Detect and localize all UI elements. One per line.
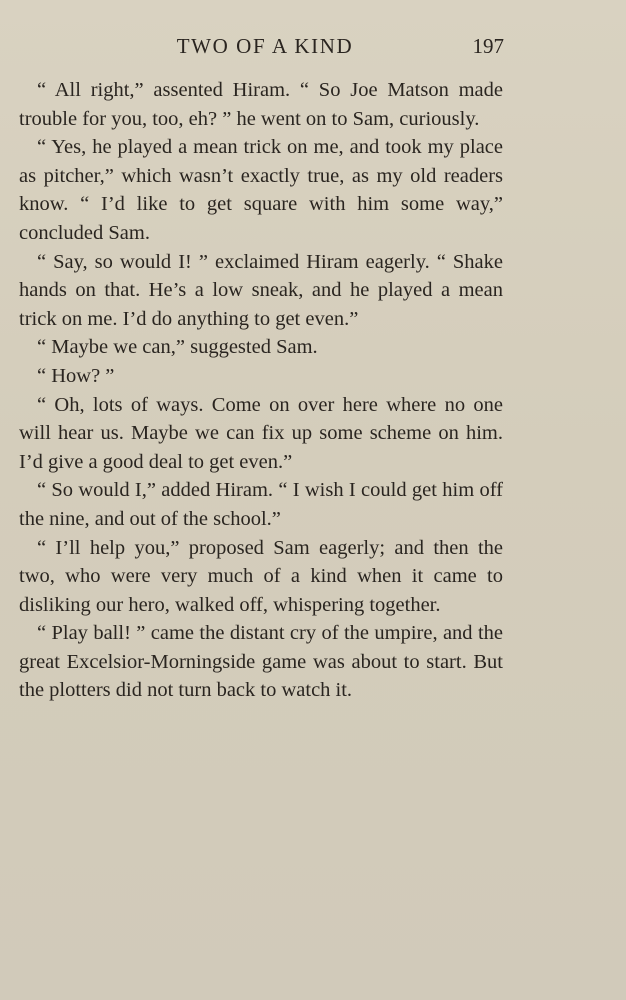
body-text <box>19 76 503 705</box>
page-number: 197 <box>472 34 504 58</box>
paragraph: “ Yes, he played a mean trick on me, and took my place as pitcher,” which wasn’t exactly true, as my old readers know. “ I’d like to get square with him some way,” concluded Sam. <box>19 136 503 244</box>
chapter-title: TWO OF A KIND <box>176 34 354 58</box>
paragraph: “ Oh, lots of ways. Come on over here where no one will hear us. Maybe we can fix up some scheme on him. I’d give a good deal to get even.” <box>19 393 503 473</box>
running-header <box>0 32 626 62</box>
paragraph: “ Maybe we can,” suggested Sam. <box>37 336 318 359</box>
paragraph: “ I’ll help you,” proposed Sam eagerly; and then the two, who were very much of a kind when it came to disliking our hero, walked off, whispering together. <box>19 536 503 616</box>
paragraph: “ Play ball! ” came the distant cry of the umpire, and the great Excelsior-Morningside game was about to start. But the plotters did not turn back to watch it. <box>19 622 503 702</box>
paragraph: “ All right,” assented Hiram. “ So Joe Matson made trouble for you, too, eh? ” he went on to Sam, curiously. <box>19 79 503 130</box>
paragraph: “ How? ” <box>37 364 115 387</box>
paragraph: “ Say, so would I! ” exclaimed Hiram eagerly. “ Shake hands on that. He’s a low sneak, and he played a mean trick on me. I’d do anything to get even.” <box>19 250 503 330</box>
paragraph: “ So would I,” added Hiram. “ I wish I could get him off the nine, and out of the school.” <box>19 479 503 530</box>
